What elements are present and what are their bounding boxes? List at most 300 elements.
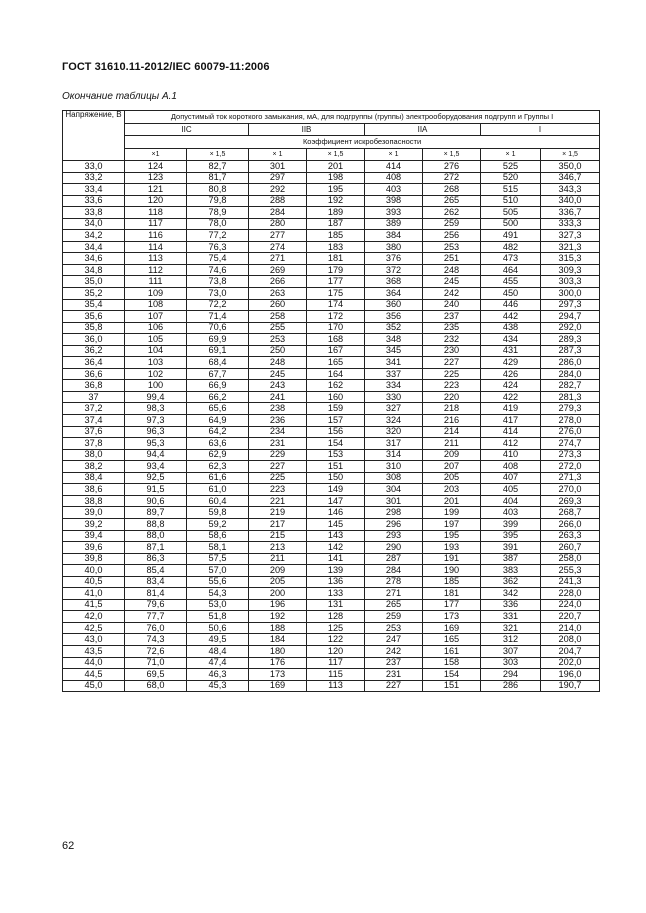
table-row bbox=[63, 588, 600, 600]
current-cell: 384 bbox=[365, 230, 423, 242]
current-cell: 422 bbox=[481, 391, 541, 403]
current-cell: 196,0 bbox=[541, 669, 600, 681]
current-cell: 75,4 bbox=[187, 253, 249, 265]
current-cell: 167 bbox=[307, 345, 365, 357]
current-cell: 115 bbox=[307, 669, 365, 681]
multiplier-header: × 1 bbox=[481, 149, 541, 161]
table-caption: Окончание таблицы А.1 bbox=[62, 91, 177, 102]
current-cell: 88,0 bbox=[125, 530, 187, 542]
voltage-cell: 38,4 bbox=[63, 472, 125, 484]
table-row bbox=[63, 495, 600, 507]
multiplier-header: × 1,5 bbox=[423, 149, 481, 161]
voltage-cell: 38,6 bbox=[63, 484, 125, 496]
current-cell: 294 bbox=[481, 669, 541, 681]
current-cell: 231 bbox=[249, 438, 307, 450]
current-cell: 340,0 bbox=[541, 195, 600, 207]
current-cell: 289,3 bbox=[541, 334, 600, 346]
current-cell: 93,4 bbox=[125, 461, 187, 473]
voltage-cell: 37 bbox=[63, 391, 125, 403]
multiplier-header: × 1,5 bbox=[187, 149, 249, 161]
current-cell: 190,7 bbox=[541, 680, 600, 692]
current-cell: 58,6 bbox=[187, 530, 249, 542]
current-cell: 442 bbox=[481, 311, 541, 323]
current-cell: 362 bbox=[481, 576, 541, 588]
current-cell: 67,7 bbox=[187, 368, 249, 380]
current-cell: 271 bbox=[365, 588, 423, 600]
current-cell: 520 bbox=[481, 172, 541, 184]
current-cell: 95,3 bbox=[125, 438, 187, 450]
current-cell: 151 bbox=[423, 680, 481, 692]
current-cell: 431 bbox=[481, 345, 541, 357]
current-cell: 120 bbox=[307, 645, 365, 657]
current-cell: 205 bbox=[423, 472, 481, 484]
current-cell: 60,4 bbox=[187, 495, 249, 507]
table-row bbox=[63, 657, 600, 669]
current-cell: 238 bbox=[249, 403, 307, 415]
current-cell: 200 bbox=[249, 588, 307, 600]
table-row bbox=[63, 518, 600, 530]
current-cell: 217 bbox=[249, 518, 307, 530]
current-cell: 262 bbox=[423, 207, 481, 219]
current-cell: 278 bbox=[365, 576, 423, 588]
current-cell: 327,3 bbox=[541, 230, 600, 242]
current-cell: 170 bbox=[307, 322, 365, 334]
current-cell: 143 bbox=[307, 530, 365, 542]
current-cell: 414 bbox=[365, 161, 423, 173]
current-group-header: Допустимый ток короткого замыкания, мА, для подгруппы (группы) электрооборудования подгрупп и Группы I bbox=[125, 111, 600, 124]
current-cell: 157 bbox=[307, 415, 365, 427]
current-cell: 274 bbox=[249, 241, 307, 253]
current-cell: 247 bbox=[365, 634, 423, 646]
table-row bbox=[63, 161, 600, 173]
voltage-cell: 37,6 bbox=[63, 426, 125, 438]
current-cell: 350,0 bbox=[541, 161, 600, 173]
current-cell: 66,2 bbox=[187, 391, 249, 403]
current-cell: 190 bbox=[423, 565, 481, 577]
current-cell: 45,3 bbox=[187, 680, 249, 692]
current-cell: 269 bbox=[249, 264, 307, 276]
table-row bbox=[63, 391, 600, 403]
current-cell: 168 bbox=[307, 334, 365, 346]
table-row bbox=[63, 530, 600, 542]
table-row bbox=[63, 322, 600, 334]
table-row bbox=[63, 241, 600, 253]
current-cell: 525 bbox=[481, 161, 541, 173]
current-cell: 336,7 bbox=[541, 207, 600, 219]
current-cell: 253 bbox=[423, 241, 481, 253]
current-cell: 307 bbox=[481, 645, 541, 657]
current-cell: 149 bbox=[307, 484, 365, 496]
table-row bbox=[63, 599, 600, 611]
current-cell: 248 bbox=[423, 264, 481, 276]
current-cell: 391 bbox=[481, 542, 541, 554]
current-cell: 345 bbox=[365, 345, 423, 357]
current-cell: 288 bbox=[249, 195, 307, 207]
current-cell: 180 bbox=[249, 645, 307, 657]
page-number: 62 bbox=[62, 840, 75, 852]
current-cell: 417 bbox=[481, 415, 541, 427]
table-row bbox=[63, 218, 600, 230]
current-cell: 298 bbox=[365, 507, 423, 519]
current-cell: 241,3 bbox=[541, 576, 600, 588]
voltage-cell: 33,0 bbox=[63, 161, 125, 173]
current-cell: 253 bbox=[249, 334, 307, 346]
current-cell: 292,0 bbox=[541, 322, 600, 334]
voltage-cell: 38,8 bbox=[63, 495, 125, 507]
current-cell: 278,0 bbox=[541, 415, 600, 427]
table-row bbox=[63, 484, 600, 496]
current-cell: 62,9 bbox=[187, 449, 249, 461]
current-cell: 250 bbox=[249, 345, 307, 357]
voltage-cell: 39,0 bbox=[63, 507, 125, 519]
current-cell: 139 bbox=[307, 565, 365, 577]
voltage-cell: 44,0 bbox=[63, 657, 125, 669]
voltage-cell: 41,0 bbox=[63, 588, 125, 600]
current-cell: 177 bbox=[307, 276, 365, 288]
current-cell: 92,5 bbox=[125, 472, 187, 484]
current-cell: 59,8 bbox=[187, 507, 249, 519]
current-cell: 260 bbox=[249, 299, 307, 311]
current-cell: 185 bbox=[307, 230, 365, 242]
current-cell: 195 bbox=[307, 184, 365, 196]
current-cell: 113 bbox=[125, 253, 187, 265]
voltage-cell: 39,2 bbox=[63, 518, 125, 530]
current-cell: 227 bbox=[423, 357, 481, 369]
group-header-iib: IIB bbox=[249, 124, 365, 136]
current-cell: 150 bbox=[307, 472, 365, 484]
current-cell: 133 bbox=[307, 588, 365, 600]
current-cell: 368 bbox=[365, 276, 423, 288]
current-cell: 265 bbox=[365, 599, 423, 611]
current-cell: 90,6 bbox=[125, 495, 187, 507]
current-cell: 177 bbox=[423, 599, 481, 611]
current-cell: 376 bbox=[365, 253, 423, 265]
current-cell: 346,7 bbox=[541, 172, 600, 184]
current-cell: 71,0 bbox=[125, 657, 187, 669]
current-cell: 303,3 bbox=[541, 276, 600, 288]
current-cell: 116 bbox=[125, 230, 187, 242]
current-cell: 256 bbox=[423, 230, 481, 242]
current-cell: 356 bbox=[365, 311, 423, 323]
voltage-cell: 38,0 bbox=[63, 449, 125, 461]
current-cell: 94,4 bbox=[125, 449, 187, 461]
current-cell: 273,3 bbox=[541, 449, 600, 461]
current-cell: 263,3 bbox=[541, 530, 600, 542]
current-cell: 263 bbox=[249, 288, 307, 300]
current-cell: 146 bbox=[307, 507, 365, 519]
current-cell: 184 bbox=[249, 634, 307, 646]
multiplier-header: × 1,5 bbox=[307, 149, 365, 161]
current-cell: 240 bbox=[423, 299, 481, 311]
current-cell: 337 bbox=[365, 368, 423, 380]
current-cell: 230 bbox=[423, 345, 481, 357]
current-cell: 176 bbox=[249, 657, 307, 669]
multiplier-header: × 1 bbox=[365, 149, 423, 161]
current-cell: 165 bbox=[423, 634, 481, 646]
current-cell: 473 bbox=[481, 253, 541, 265]
current-cell: 71,4 bbox=[187, 311, 249, 323]
current-cell: 203 bbox=[423, 484, 481, 496]
table-row bbox=[63, 368, 600, 380]
current-cell: 282,7 bbox=[541, 380, 600, 392]
table-row bbox=[63, 565, 600, 577]
current-cell: 227 bbox=[365, 680, 423, 692]
current-cell: 223 bbox=[423, 380, 481, 392]
table-row bbox=[63, 680, 600, 692]
current-cell: 491 bbox=[481, 230, 541, 242]
current-cell: 85,4 bbox=[125, 565, 187, 577]
voltage-cell: 33,2 bbox=[63, 172, 125, 184]
current-cell: 505 bbox=[481, 207, 541, 219]
current-cell: 76,3 bbox=[187, 241, 249, 253]
current-cell: 450 bbox=[481, 288, 541, 300]
current-cell: 260,7 bbox=[541, 542, 600, 554]
current-cell: 235 bbox=[423, 322, 481, 334]
current-cell: 81,7 bbox=[187, 172, 249, 184]
current-cell: 51,8 bbox=[187, 611, 249, 623]
current-cell: 63,6 bbox=[187, 438, 249, 450]
current-cell: 265 bbox=[423, 195, 481, 207]
current-cell: 292 bbox=[249, 184, 307, 196]
table-row bbox=[63, 172, 600, 184]
voltage-cell: 36,6 bbox=[63, 368, 125, 380]
current-cell: 280 bbox=[249, 218, 307, 230]
current-cell: 164 bbox=[307, 368, 365, 380]
current-cell: 207 bbox=[423, 461, 481, 473]
current-cell: 123 bbox=[125, 172, 187, 184]
current-cell: 330 bbox=[365, 391, 423, 403]
current-cell: 195 bbox=[423, 530, 481, 542]
current-cell: 145 bbox=[307, 518, 365, 530]
table-row bbox=[63, 357, 600, 369]
multiplier-header: ×1 bbox=[125, 149, 187, 161]
table-row bbox=[63, 426, 600, 438]
current-cell: 117 bbox=[125, 218, 187, 230]
current-cell: 229 bbox=[249, 449, 307, 461]
current-cell: 57,0 bbox=[187, 565, 249, 577]
current-cell: 310 bbox=[365, 461, 423, 473]
current-cell: 259 bbox=[365, 611, 423, 623]
current-cell: 227 bbox=[249, 461, 307, 473]
current-cell: 255,3 bbox=[541, 565, 600, 577]
voltage-cell: 40,0 bbox=[63, 565, 125, 577]
current-cell: 77,2 bbox=[187, 230, 249, 242]
current-cell: 104 bbox=[125, 345, 187, 357]
voltage-cell: 34,2 bbox=[63, 230, 125, 242]
current-cell: 197 bbox=[423, 518, 481, 530]
voltage-cell: 34,8 bbox=[63, 264, 125, 276]
current-cell: 500 bbox=[481, 218, 541, 230]
current-cell: 118 bbox=[125, 207, 187, 219]
voltage-cell: 43,5 bbox=[63, 645, 125, 657]
current-cell: 321,3 bbox=[541, 241, 600, 253]
current-cell: 151 bbox=[307, 461, 365, 473]
current-cell: 82,7 bbox=[187, 161, 249, 173]
voltage-cell: 38,2 bbox=[63, 461, 125, 473]
voltage-cell: 39,6 bbox=[63, 542, 125, 554]
current-cell: 141 bbox=[307, 553, 365, 565]
current-cell: 55,6 bbox=[187, 576, 249, 588]
current-cell: 109 bbox=[125, 288, 187, 300]
current-cell: 185 bbox=[423, 576, 481, 588]
current-cell: 327 bbox=[365, 403, 423, 415]
safety-factor-header: Коэффициент искробезопасности bbox=[125, 136, 600, 149]
current-cell: 290 bbox=[365, 542, 423, 554]
current-cell: 334 bbox=[365, 380, 423, 392]
current-cell: 258 bbox=[249, 311, 307, 323]
group-header-iia: IIA bbox=[365, 124, 481, 136]
table-row bbox=[63, 645, 600, 657]
current-cell: 245 bbox=[423, 276, 481, 288]
current-cell: 336 bbox=[481, 599, 541, 611]
current-cell: 251 bbox=[423, 253, 481, 265]
current-cell: 201 bbox=[423, 495, 481, 507]
current-cell: 464 bbox=[481, 264, 541, 276]
voltage-cell: 33,6 bbox=[63, 195, 125, 207]
current-cell: 142 bbox=[307, 542, 365, 554]
table-row bbox=[63, 611, 600, 623]
current-cell: 78,0 bbox=[187, 218, 249, 230]
current-cell: 58,1 bbox=[187, 542, 249, 554]
current-cell: 77,7 bbox=[125, 611, 187, 623]
current-cell: 225 bbox=[249, 472, 307, 484]
current-cell: 61,0 bbox=[187, 484, 249, 496]
current-cell: 46,3 bbox=[187, 669, 249, 681]
current-cell: 120 bbox=[125, 195, 187, 207]
document-header: ГОСТ 31610.11-2012/IEC 60079-11:2006 bbox=[62, 61, 270, 73]
current-cell: 424 bbox=[481, 380, 541, 392]
current-cell: 395 bbox=[481, 530, 541, 542]
table-row bbox=[63, 472, 600, 484]
current-cell: 296 bbox=[365, 518, 423, 530]
current-cell: 66,9 bbox=[187, 380, 249, 392]
current-cell: 419 bbox=[481, 403, 541, 415]
current-cell: 272,0 bbox=[541, 461, 600, 473]
table-row bbox=[63, 299, 600, 311]
voltage-cell: 39,8 bbox=[63, 553, 125, 565]
current-cell: 114 bbox=[125, 241, 187, 253]
table-row bbox=[63, 276, 600, 288]
current-cell: 241 bbox=[249, 391, 307, 403]
table-row bbox=[63, 669, 600, 681]
current-cell: 393 bbox=[365, 207, 423, 219]
current-cell: 364 bbox=[365, 288, 423, 300]
current-cell: 281,3 bbox=[541, 391, 600, 403]
current-cell: 147 bbox=[307, 495, 365, 507]
current-cell: 214 bbox=[423, 426, 481, 438]
current-cell: 270,0 bbox=[541, 484, 600, 496]
current-cell: 312 bbox=[481, 634, 541, 646]
current-cell: 228,0 bbox=[541, 588, 600, 600]
current-cell: 136 bbox=[307, 576, 365, 588]
current-cell: 301 bbox=[249, 161, 307, 173]
table-row bbox=[63, 542, 600, 554]
current-cell: 333,3 bbox=[541, 218, 600, 230]
current-cell: 64,2 bbox=[187, 426, 249, 438]
current-cell: 284,0 bbox=[541, 368, 600, 380]
current-cell: 113 bbox=[307, 680, 365, 692]
current-cell: 69,1 bbox=[187, 345, 249, 357]
current-cell: 426 bbox=[481, 368, 541, 380]
current-cell: 408 bbox=[481, 461, 541, 473]
current-cell: 274,7 bbox=[541, 438, 600, 450]
current-cell: 172 bbox=[307, 311, 365, 323]
voltage-cell: 35,2 bbox=[63, 288, 125, 300]
current-cell: 301 bbox=[365, 495, 423, 507]
current-cell: 429 bbox=[481, 357, 541, 369]
current-cell: 407 bbox=[481, 472, 541, 484]
current-cell: 69,9 bbox=[187, 334, 249, 346]
current-cell: 156 bbox=[307, 426, 365, 438]
current-cell: 103 bbox=[125, 357, 187, 369]
current-cell: 105 bbox=[125, 334, 187, 346]
voltage-cell: 35,6 bbox=[63, 311, 125, 323]
voltage-cell: 41,5 bbox=[63, 599, 125, 611]
current-cell: 208,0 bbox=[541, 634, 600, 646]
voltage-cell: 35,0 bbox=[63, 276, 125, 288]
table-row bbox=[63, 311, 600, 323]
current-cell: 83,4 bbox=[125, 576, 187, 588]
current-cell: 49,5 bbox=[187, 634, 249, 646]
current-cell: 321 bbox=[481, 622, 541, 634]
current-cell: 242 bbox=[423, 288, 481, 300]
current-cell: 286 bbox=[481, 680, 541, 692]
voltage-cell: 45,0 bbox=[63, 680, 125, 692]
group-header-iic: IIC bbox=[125, 124, 249, 136]
current-cell: 248 bbox=[249, 357, 307, 369]
current-cell: 343,3 bbox=[541, 184, 600, 196]
table-row bbox=[63, 253, 600, 265]
current-cell: 211 bbox=[423, 438, 481, 450]
current-cell: 284 bbox=[365, 565, 423, 577]
current-cell: 79,6 bbox=[125, 599, 187, 611]
current-cell: 403 bbox=[365, 184, 423, 196]
current-cell: 287 bbox=[365, 553, 423, 565]
current-cell: 387 bbox=[481, 553, 541, 565]
table-row bbox=[63, 634, 600, 646]
current-cell: 242 bbox=[365, 645, 423, 657]
current-cell: 47,4 bbox=[187, 657, 249, 669]
current-cell: 99,4 bbox=[125, 391, 187, 403]
current-cell: 153 bbox=[307, 449, 365, 461]
current-cell: 446 bbox=[481, 299, 541, 311]
current-cell: 59,2 bbox=[187, 518, 249, 530]
current-cell: 216 bbox=[423, 415, 481, 427]
current-cell: 218 bbox=[423, 403, 481, 415]
current-cell: 304 bbox=[365, 484, 423, 496]
current-cell: 234 bbox=[249, 426, 307, 438]
current-cell: 181 bbox=[423, 588, 481, 600]
current-cell: 191 bbox=[423, 553, 481, 565]
current-cell: 74,6 bbox=[187, 264, 249, 276]
current-limits-table bbox=[62, 110, 600, 692]
current-cell: 297,3 bbox=[541, 299, 600, 311]
current-cell: 112 bbox=[125, 264, 187, 276]
current-cell: 408 bbox=[365, 172, 423, 184]
multiplier-header: × 1,5 bbox=[541, 149, 600, 161]
current-cell: 398 bbox=[365, 195, 423, 207]
current-cell: 154 bbox=[423, 669, 481, 681]
current-cell: 268,7 bbox=[541, 507, 600, 519]
current-cell: 266 bbox=[249, 276, 307, 288]
current-cell: 169 bbox=[423, 622, 481, 634]
current-cell: 91,5 bbox=[125, 484, 187, 496]
table-row bbox=[63, 380, 600, 392]
current-cell: 224,0 bbox=[541, 599, 600, 611]
current-cell: 86,3 bbox=[125, 553, 187, 565]
voltage-cell: 33,8 bbox=[63, 207, 125, 219]
current-cell: 266,0 bbox=[541, 518, 600, 530]
